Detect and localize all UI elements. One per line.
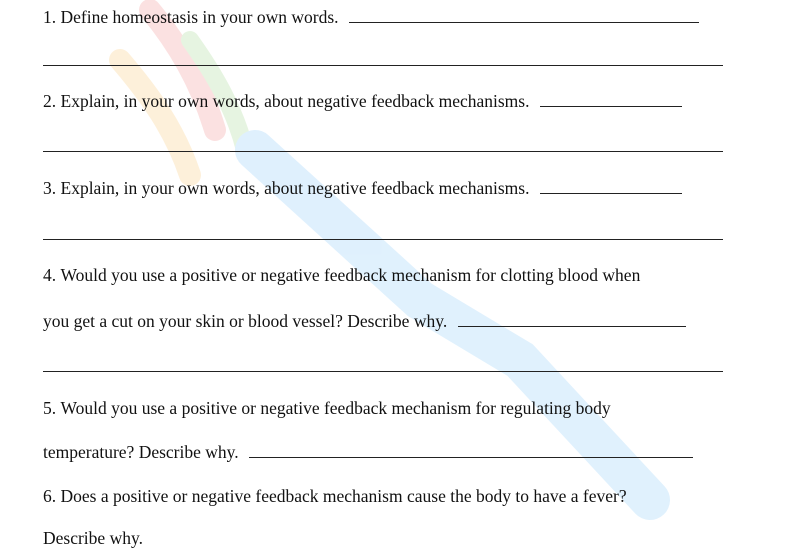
question-4	[43, 264, 640, 286]
question-2-text: Explain, in your own words, about negative feedback mechanisms.	[60, 91, 530, 111]
question-2	[43, 90, 682, 112]
question-3-answer-line[interactable]	[43, 239, 723, 240]
question-1-answer-blank[interactable]	[349, 7, 699, 23]
question-3	[43, 177, 682, 199]
question-1-text: Define homeostasis in your own words.	[60, 7, 339, 27]
question-6	[43, 485, 627, 507]
question-5-text-continued: temperature? Describe why.	[43, 442, 239, 462]
question-6-text-continued: Describe why.	[43, 528, 143, 548]
question-6-number: 6.	[43, 486, 57, 506]
question-1-number: 1.	[43, 7, 57, 27]
question-3-text: Explain, in your own words, about negative feedback mechanisms.	[60, 178, 530, 198]
question-4-continued	[43, 310, 686, 332]
question-6-text: Does a positive or negative feedback mechanism cause the body to have a fever?	[60, 486, 627, 506]
question-5-text: Would you use a positive or negative feedback mechanism for regulating body	[60, 398, 611, 418]
question-4-text-continued: you get a cut on your skin or blood vessel? Describe why.	[43, 311, 448, 331]
question-2-answer-line[interactable]	[43, 151, 723, 152]
question-1	[43, 6, 699, 28]
question-1-answer-line[interactable]	[43, 65, 723, 66]
question-5-continued	[43, 441, 693, 463]
watermark-swoosh-orange	[120, 60, 190, 175]
watermark-swoosh-red	[150, 10, 215, 130]
question-4-text: Would you use a positive or negative feedback mechanism for clotting blood when	[60, 265, 641, 285]
question-5-number: 5.	[43, 398, 57, 418]
question-3-number: 3.	[43, 178, 57, 198]
question-2-number: 2.	[43, 91, 57, 111]
question-4-answer-blank[interactable]	[458, 311, 686, 327]
question-6-continued	[43, 527, 143, 549]
question-5	[43, 397, 611, 419]
question-5-answer-blank[interactable]	[249, 442, 693, 458]
question-3-answer-blank[interactable]	[540, 178, 682, 194]
question-2-answer-blank[interactable]	[540, 91, 682, 107]
question-4-number: 4.	[43, 265, 57, 285]
question-4-answer-line[interactable]	[43, 371, 723, 372]
